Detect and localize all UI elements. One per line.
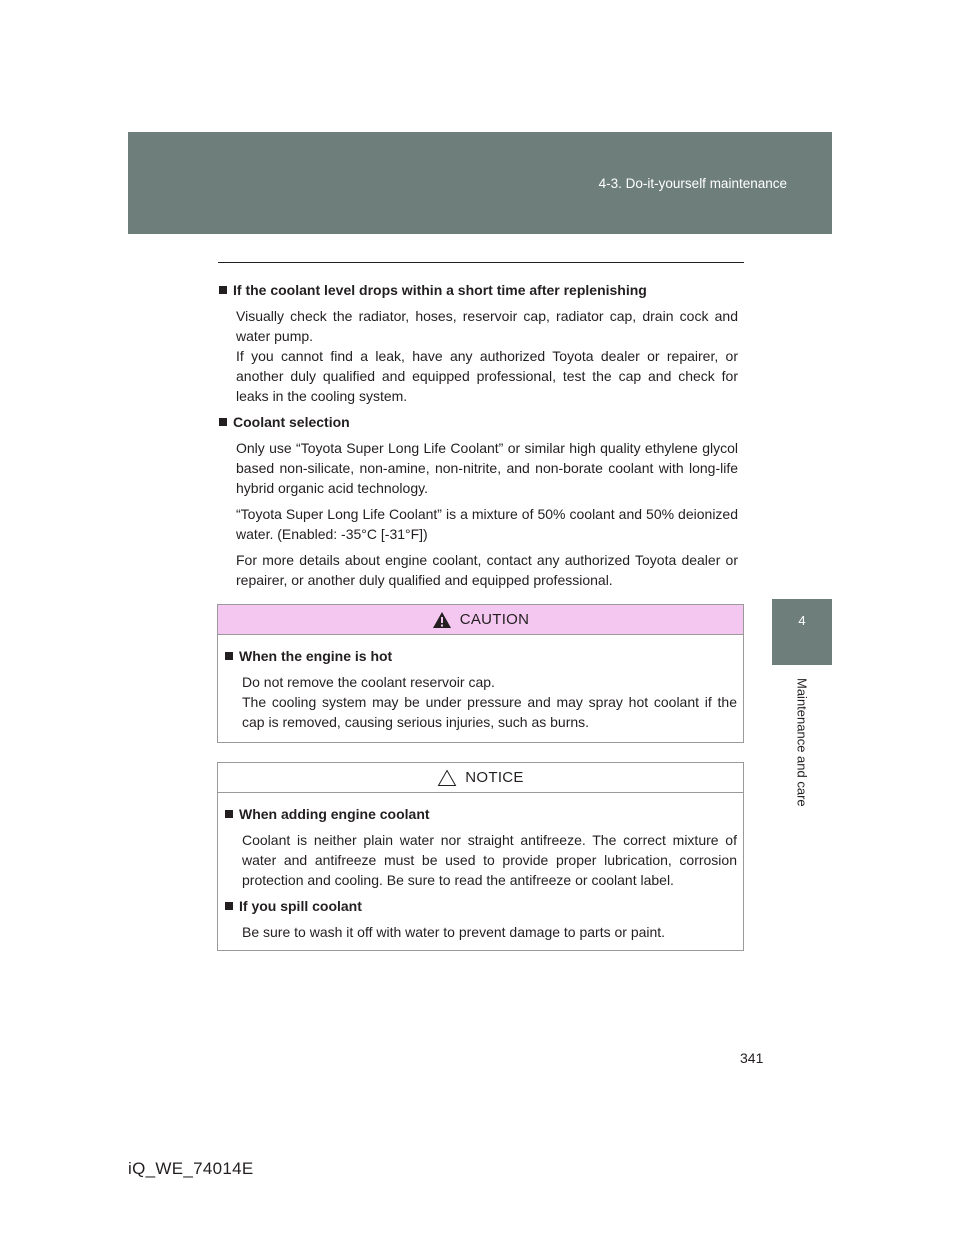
section-paragraph: Visually check the radiator, hoses, reservoir cap, radiator cap, drain cock and water pump. If you cannot find a leak, have any authorized Toyota dealer or repairer, or another duly qualified and equipped professional, test the cap and check for leaks in the cooling system.	[236, 308, 738, 404]
bullet-square-icon	[219, 286, 227, 294]
section-heading: If the coolant level drops within a short time after replenishing	[233, 282, 647, 298]
chapter-label: Maintenance and care	[794, 678, 810, 807]
page-number: 341	[740, 1050, 764, 1066]
header-band	[128, 132, 832, 234]
caution-box	[217, 604, 744, 743]
notice-heading: If you spill coolant	[239, 898, 362, 914]
section-paragraph: For more details about engine coolant, contact any authorized Toyota dealer or repairer, or another duly qualified and equipped professional.	[236, 552, 738, 588]
caution-heading: When the engine is hot	[239, 648, 393, 664]
warning-triangle-icon	[432, 611, 452, 629]
caution-header	[218, 605, 743, 635]
section-heading: Coolant selection	[233, 414, 350, 430]
notice-text: Be sure to wash it off with water to prevent damage to parts or paint.	[242, 924, 666, 940]
caution-text: Do not remove the coolant reservoir cap. The cooling system may be under pressure and may spray hot coolant if the cap is removed, causing serious injuries, such as burns.	[242, 674, 737, 730]
section-title: 4-3. Do-it-yourself maintenance	[598, 176, 787, 191]
notice-title: NOTICE	[465, 769, 524, 786]
main-content	[218, 280, 738, 596]
section-paragraph: “Toyota Super Long Life Coolant” is a mixture of 50% coolant and 50% deionized water. (Enabled: -35°C [-31°F])	[236, 506, 738, 542]
bullet-square-icon	[219, 418, 227, 426]
notice-body	[218, 793, 743, 958]
section-coolant-drops	[218, 280, 738, 406]
notice-triangle-icon	[437, 769, 457, 787]
notice-header	[218, 763, 743, 793]
chapter-tab	[772, 599, 832, 665]
bullet-square-icon	[225, 810, 233, 818]
notice-box	[217, 762, 744, 951]
bullet-square-icon	[225, 902, 233, 910]
caution-title: CAUTION	[459, 611, 530, 628]
section-paragraph: Only use “Toyota Super Long Life Coolant” or similar high quality ethylene glycol based non-silicate, non-amine, non-nitrite, and non-borate coolant with long-life hybrid organic acid technology.	[236, 440, 738, 496]
top-divider	[218, 262, 744, 263]
section-coolant-selection	[218, 412, 738, 590]
notice-text: Coolant is neither plain water nor straight antifreeze. The correct mixture of water and antifreeze must be used to provide proper lubrication, corrosion protection and cooling. Be sure to read the antifreeze or coolant label.	[242, 832, 737, 888]
bullet-square-icon	[225, 652, 233, 660]
notice-heading: When adding engine coolant	[239, 806, 430, 822]
document-code: iQ_WE_74014E	[128, 1159, 254, 1178]
chapter-number: 4	[798, 613, 806, 628]
caution-body	[218, 635, 743, 748]
